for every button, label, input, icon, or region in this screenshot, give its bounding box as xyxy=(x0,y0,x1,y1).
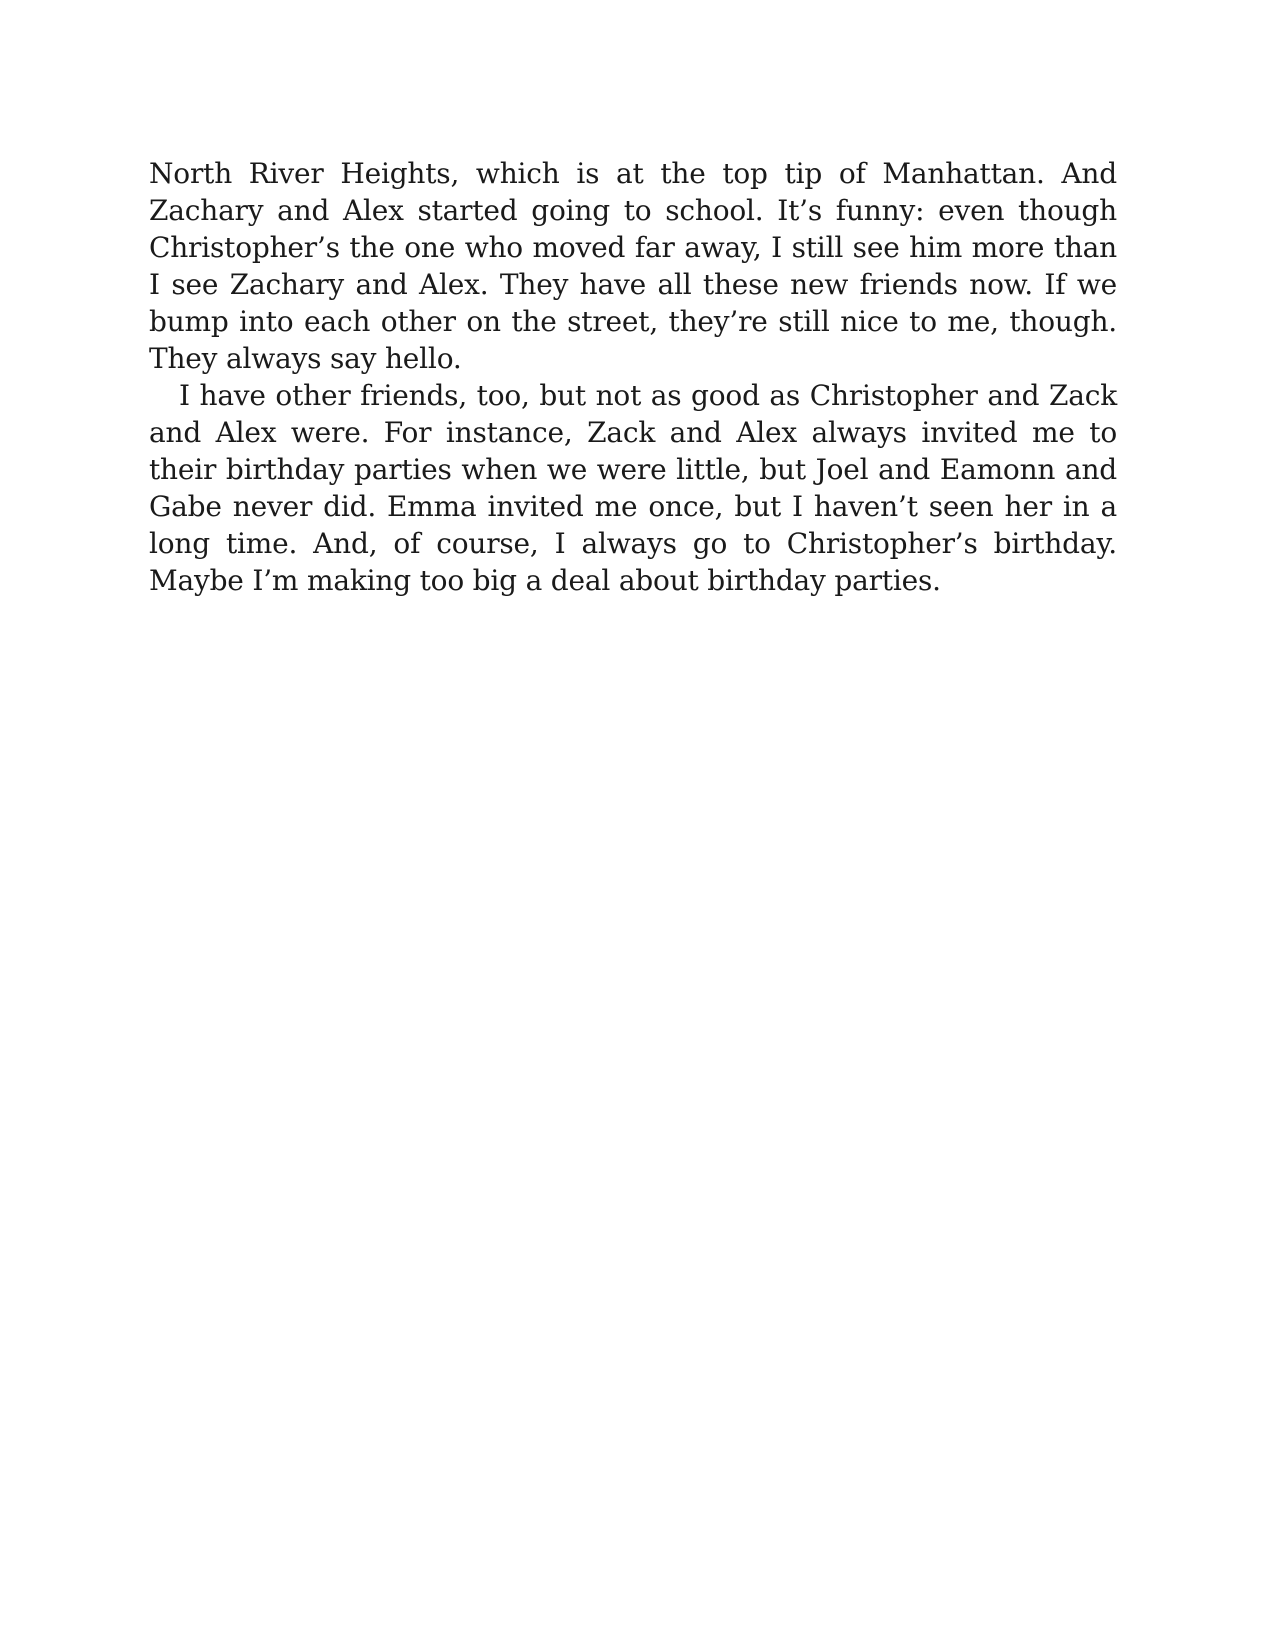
paragraph-2: I have other friends, too, but not as good as Christopher and Zack and Alex were. For instance, Zack and Alex always invited me to their birthday parties when we were little, but Joel and Eamonn and Gabe never did. Emma invited me once, but I haven’t seen her in a long time. And, of course, I always go to Christopher’s birthday. Maybe I’m making too big a deal about birthday parties. xyxy=(149,379,1117,597)
page-body xyxy=(149,155,1117,599)
paragraph-1: North River Heights, which is at the top tip of Manhattan. And Zachary and Alex started going to school. It’s funny: even though Christopher’s the one who moved far away, I still see him more than I see Zachary and Alex. They have all these new friends now. If we bump into each other on the street, they’re still nice to me, though. They always say hello. xyxy=(149,157,1117,375)
